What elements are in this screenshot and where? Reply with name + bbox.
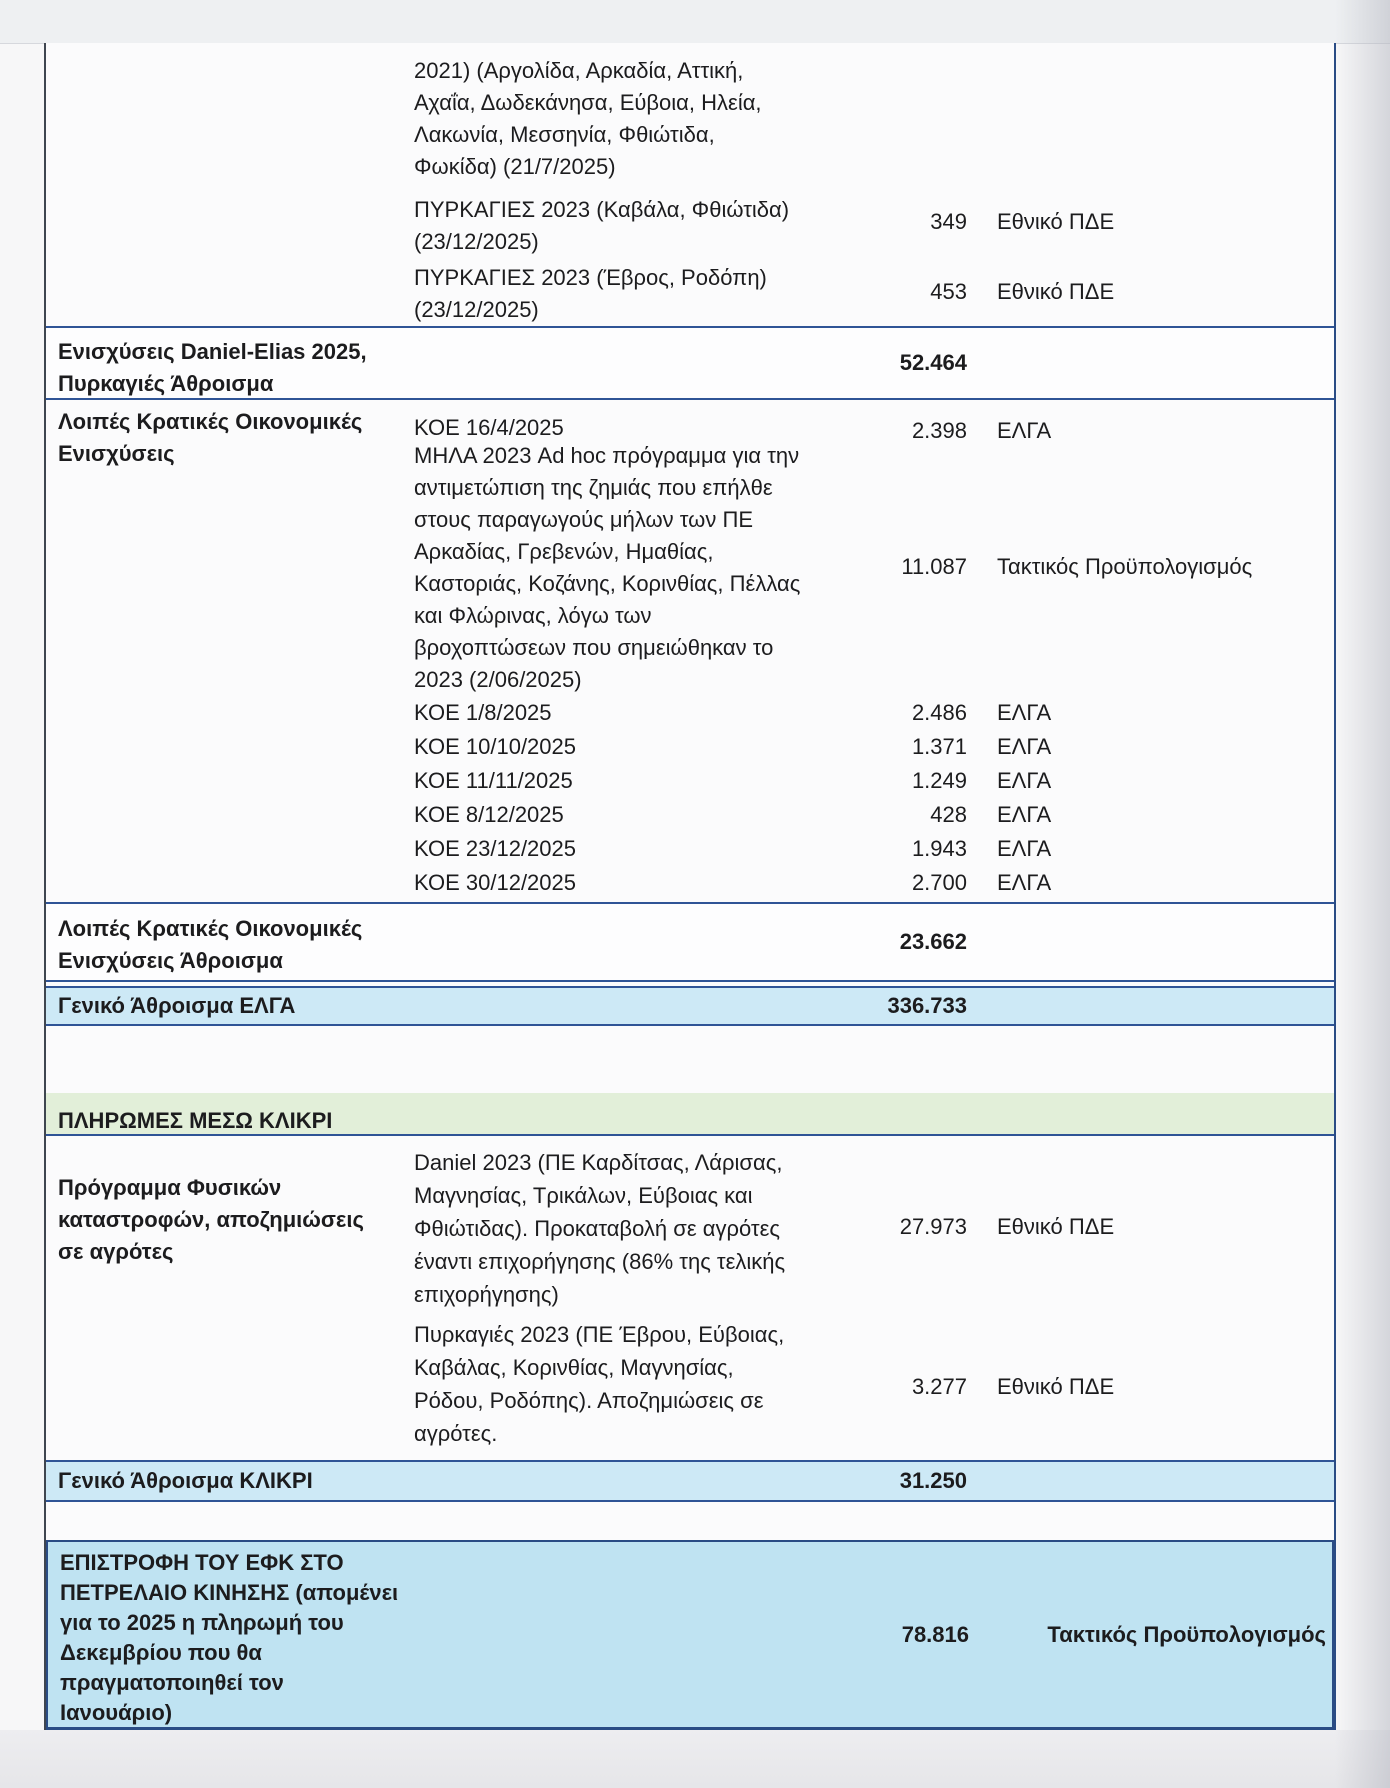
row-value: 27.973 (899, 1214, 967, 1239)
section-label: Λοιπές Κρατικές Οικονομικές Ενισχύσεις (58, 409, 363, 466)
table-row-sum-daniel-elias (46, 326, 1334, 400)
table-row-carryover (46, 43, 1334, 186)
row-funding-source: ΕΛΓΑ (997, 870, 1052, 895)
row-label: Γενικό Άθροισμα ΕΛΓΑ (58, 993, 296, 1018)
row-value: 2.700 (911, 870, 967, 895)
table-row-koe (46, 730, 1334, 764)
row-value: 1.943 (911, 836, 967, 861)
row-funding-source: ΕΛΓΑ (997, 768, 1052, 793)
row-description: ΚΟΕ 16/4/2025 (414, 415, 564, 440)
row-description: ΚΟΕ 11/11/2025 (414, 768, 573, 793)
row-description: ΠΥΡΚΑΓΙΕΣ 2023 (Καβάλα, Φθιώτιδα) (23/12/2025) (414, 197, 790, 254)
row-description: ΚΟΕ 1/8/2025 (414, 700, 552, 725)
table-row-fire-evros (46, 258, 1334, 326)
table-row-efk-refund (46, 1540, 1334, 1730)
row-value: 1.249 (911, 768, 967, 793)
row-value: 1.371 (911, 734, 967, 759)
row-value: 349 (930, 209, 967, 234)
table-row-total-elga (46, 986, 1334, 1026)
table-row-daniel-2023 (46, 1141, 1334, 1313)
row-value: 78.816 (901, 1621, 969, 1647)
page-top-margin (0, 0, 1390, 44)
row-funding-source: Εθνικό ΠΔΕ (997, 279, 1115, 304)
table-row-mila-2023 (46, 438, 1334, 696)
row-total-value: 336.733 (887, 993, 967, 1018)
row-funding-source: Εθνικό ΠΔΕ (997, 1214, 1115, 1239)
row-description: ΚΟΕ 30/12/2025 (414, 870, 577, 895)
row-description: ΚΟΕ 8/12/2025 (414, 802, 564, 827)
row-funding-source: Τακτικός Προϋπολογισμός (1047, 1621, 1326, 1647)
table-row-koe (46, 764, 1334, 798)
row-funding-source: ΕΛΓΑ (997, 418, 1052, 443)
table-row-koe (46, 832, 1334, 866)
section-header-label: ΠΛΗΡΩΜΕΣ ΜΕΣΩ ΚΛΙΚΡΙ (58, 1108, 333, 1133)
row-funding-source: Εθνικό ΠΔΕ (997, 1373, 1115, 1399)
row-description: Πυρκαγιές 2023 (ΠΕ Έβρου, Εύβοιας, Καβάλας, Κορινθίας, Μαγνησίας, Ρόδου, Ροδόπης). Αποζημιώσεις σε αγρότες. (414, 1322, 785, 1446)
row-funding-source: ΕΛΓΑ (997, 700, 1052, 725)
row-value: 453 (930, 279, 967, 304)
row-funding-source: ΕΛΓΑ (997, 802, 1052, 827)
table-row-fire-kavala (46, 186, 1334, 258)
row-value: 428 (930, 802, 967, 827)
row-value: 2.486 (911, 700, 967, 725)
payments-table (44, 43, 1336, 1730)
row-value: 11.087 (901, 554, 967, 579)
row-value: 3.277 (911, 1373, 967, 1399)
table-row-fires-2023 (46, 1313, 1334, 1460)
row-funding-source: ΕΛΓΑ (997, 734, 1052, 759)
table-row-koe (46, 696, 1334, 730)
table-row-koe (46, 798, 1334, 832)
row-description: 2021) (Αργολίδα, Αρκαδία, Αττική, Αχαΐα, Δωδεκάνησα, Εύβοια, Ηλεία, Λακωνία, Μεσσηνία, Φθιώτιδα, Φωκίδα) (21/7/2025) (414, 58, 762, 179)
row-description: ΚΟΕ 23/12/2025 (414, 836, 577, 861)
row-total-value: 23.662 (899, 929, 967, 954)
table-row-sum-koe (46, 902, 1334, 982)
row-total-value: 52.464 (899, 350, 967, 375)
row-funding-source: Τακτικός Προϋπολογισμός (997, 554, 1253, 579)
row-label: Γενικό Άθροισμα ΚΛΙΚΡΙ (58, 1468, 313, 1493)
page-bottom-margin (0, 1730, 1390, 1788)
section-header-klikri (46, 1093, 1334, 1136)
row-description: ΜΗΛΑ 2023 Ad hoc πρόγραμμα για την αντιμετώπιση της ζημιάς που επήλθε στους παραγωγούς μήλων των ΠΕ Αρκαδίας, Γρεβενών, Ημαθίας, Καστοριάς, Κοζάνης, Κορινθίας, Πέλλας και Φλώρινας, λόγω των βροχοπτώσεων που σημειώθηκαν το 2023 (2/06/2025) (414, 443, 801, 692)
row-description: Daniel 2023 (ΠΕ Καρδίτσας, Λάρισας, Μαγνησίας, Τρικάλων, Εύβοιας και Φθιώτιδας). Προκαταβολή σε αγρότες έναντι επιχορήγησης (86% της τελικής επιχορήγησης) (414, 1150, 786, 1307)
row-funding-source: Εθνικό ΠΔΕ (997, 209, 1115, 234)
table-row-total-klikri (46, 1460, 1334, 1502)
section-label: Πρόγραμμα Φυσικών καταστροφών, αποζημιώσεις σε αγρότες (58, 1175, 364, 1264)
row-funding-source: ΕΛΓΑ (997, 836, 1052, 861)
row-label: Λοιπές Κρατικές Οικονομικές Ενισχύσεις Άθροισμα (58, 916, 363, 973)
row-description: ΠΥΡΚΑΓΙΕΣ 2023 (Έβρος, Ροδόπη) (23/12/2025) (414, 265, 767, 322)
row-label: Ενισχύσεις Daniel-Elias 2025, Πυρκαγιές Άθροισμα (58, 339, 367, 396)
row-total-value: 31.250 (899, 1468, 967, 1493)
table-row-koe (46, 866, 1334, 900)
row-value: 2.398 (911, 418, 967, 443)
row-label: ΕΠΙΣΤΡΟΦΗ ΤΟΥ ΕΦΚ ΣΤΟ ΠΕΤΡΕΛΑΙΟ ΚΙΝΗΣΗΣ (απομένει για το 2025 η πληρωμή του Δεκεμβρίου που θα πραγματοποιηθεί τον Ιανουάριο) (60, 1550, 399, 1725)
row-description: ΚΟΕ 10/10/2025 (414, 734, 577, 759)
